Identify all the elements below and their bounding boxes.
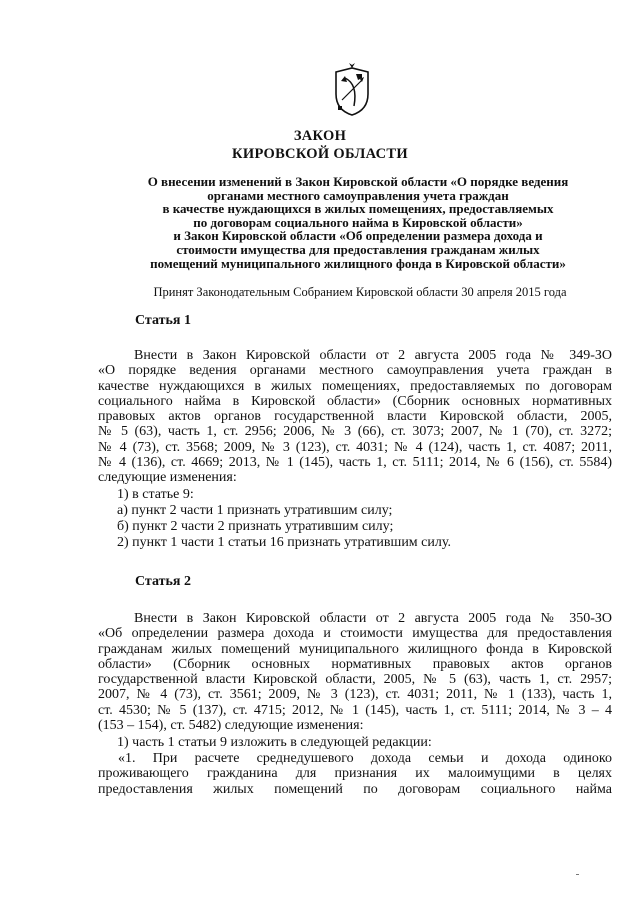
amendment-item: 1) в статье 9:	[117, 487, 194, 502]
article-2-paragraph	[98, 611, 612, 733]
region-title: КИРОВСКОЙ ОБЛАСТИ	[232, 146, 408, 162]
amendment-item: 2) пункт 1 части 1 статьи 16 признать утратившим силу.	[117, 535, 451, 550]
adoption-note: Принят Законодательным Собранием Кировской области 30 апреля 2015 года	[153, 285, 567, 299]
subtitle-line: в качестве нуждающихся в жилых помещениях, предоставляемых	[162, 201, 554, 217]
quote-line: предоставления жилых помещений по договорам социального найма	[98, 781, 612, 797]
article-1-heading: Статья 1	[135, 313, 191, 328]
paragraph-line: области» (Сборник основных нормативных правовых актов органов	[98, 656, 612, 672]
article-2-heading: Статья 2	[135, 574, 191, 589]
subtitle-line: О внесении изменений в Закон Кировской области «О порядке ведения	[147, 174, 569, 189]
subtitle-line: и Закон Кировской области «Об определении размера дохода и	[173, 228, 543, 244]
subtitle-line: по договорам социального найма в Кировской области»	[193, 214, 523, 230]
paragraph-line: гражданам жилых помещений муниципального жилищного фонда в Кировской	[98, 641, 612, 657]
paragraph-line: качестве нуждающихся в жилых помещениях, предоставляемых по договорам	[98, 378, 612, 394]
coat-of-arms-icon	[332, 62, 372, 117]
law-subtitle	[108, 175, 608, 270]
paragraph-line: государственной власти Кировской области, 2005, № 5 (63), часть 1, ст. 2957;	[98, 672, 612, 688]
paragraph-line: «О порядке ведения органами местного самоуправления учета граждан в	[98, 363, 612, 379]
paragraph-line: Внести в Закон Кировской области от 2 августа 2005 года № 350-ЗО	[134, 611, 612, 626]
paragraph-line: Внести в Закон Кировской области от 2 августа 2005 года № 349-ЗО	[134, 348, 612, 363]
paragraph-line: (153 – 154), ст. 5482) следующие изменения:	[98, 718, 364, 734]
paragraph-line: следующие изменения:	[98, 470, 237, 486]
paragraph-line: 2007, № 4 (73), ст. 3561; 2009, № 3 (123), ст. 4031; 2011, № 1 (133), часть 1,	[98, 687, 612, 703]
law-title: ЗАКОН	[293, 128, 347, 144]
paragraph-line: «Об определении размера дохода и стоимости имущества для предоставления	[98, 626, 612, 642]
paragraph-line: № 5 (63), часть 1, ст. 2956; 2006, № 3 (66), ст. 3073; 2007, № 1 (70), ст. 3272;	[98, 424, 612, 440]
paragraph-line: правовых актов органов государственной власти Кировской области, 2005,	[98, 409, 612, 425]
quote-line: проживающего гражданина для признания их малоимущими в целях	[98, 766, 612, 782]
amendment-item: а) пункт 2 части 1 признать утратившим силу;	[117, 503, 393, 518]
paragraph-line: № 4 (73), ст. 3568; 2009, № 3 (123), ст. 4031; № 4 (124), часть 1, ст. 4087; 2011,	[98, 439, 612, 455]
subtitle-line: стоимости имущества для предоставления гражданам жилых	[176, 241, 540, 257]
subtitle-line: органами местного самоуправления учета граждан	[207, 187, 509, 203]
amendment-item: б) пункт 2 части 2 признать утратившим силу;	[117, 519, 394, 534]
paragraph-line: ст. 4530; № 5 (137), ст. 4715; 2012, № 1 (145), часть 1, ст. 5111; 2014, № 3 – 4	[98, 702, 612, 718]
quoted-text	[98, 751, 612, 797]
paragraph-line: № 4 (136), ст. 4669; 2013, № 1 (145), часть 1, ст. 5111; 2014, № 6 (156), ст. 5584)	[98, 455, 612, 471]
quote-line: «1. При расчете среднедушевого дохода семьи и дохода одиноко	[118, 751, 612, 766]
amendment-item: 1) часть 1 статьи 9 изложить в следующей редакции:	[117, 735, 432, 750]
scan-mark	[576, 874, 579, 875]
subtitle-line: помещений муниципального жилищного фонда в Кировской области»	[150, 255, 566, 271]
article-1-paragraph	[98, 348, 612, 486]
paragraph-line: социального найма в Кировской области» (Сборник основных нормативных	[98, 393, 612, 409]
